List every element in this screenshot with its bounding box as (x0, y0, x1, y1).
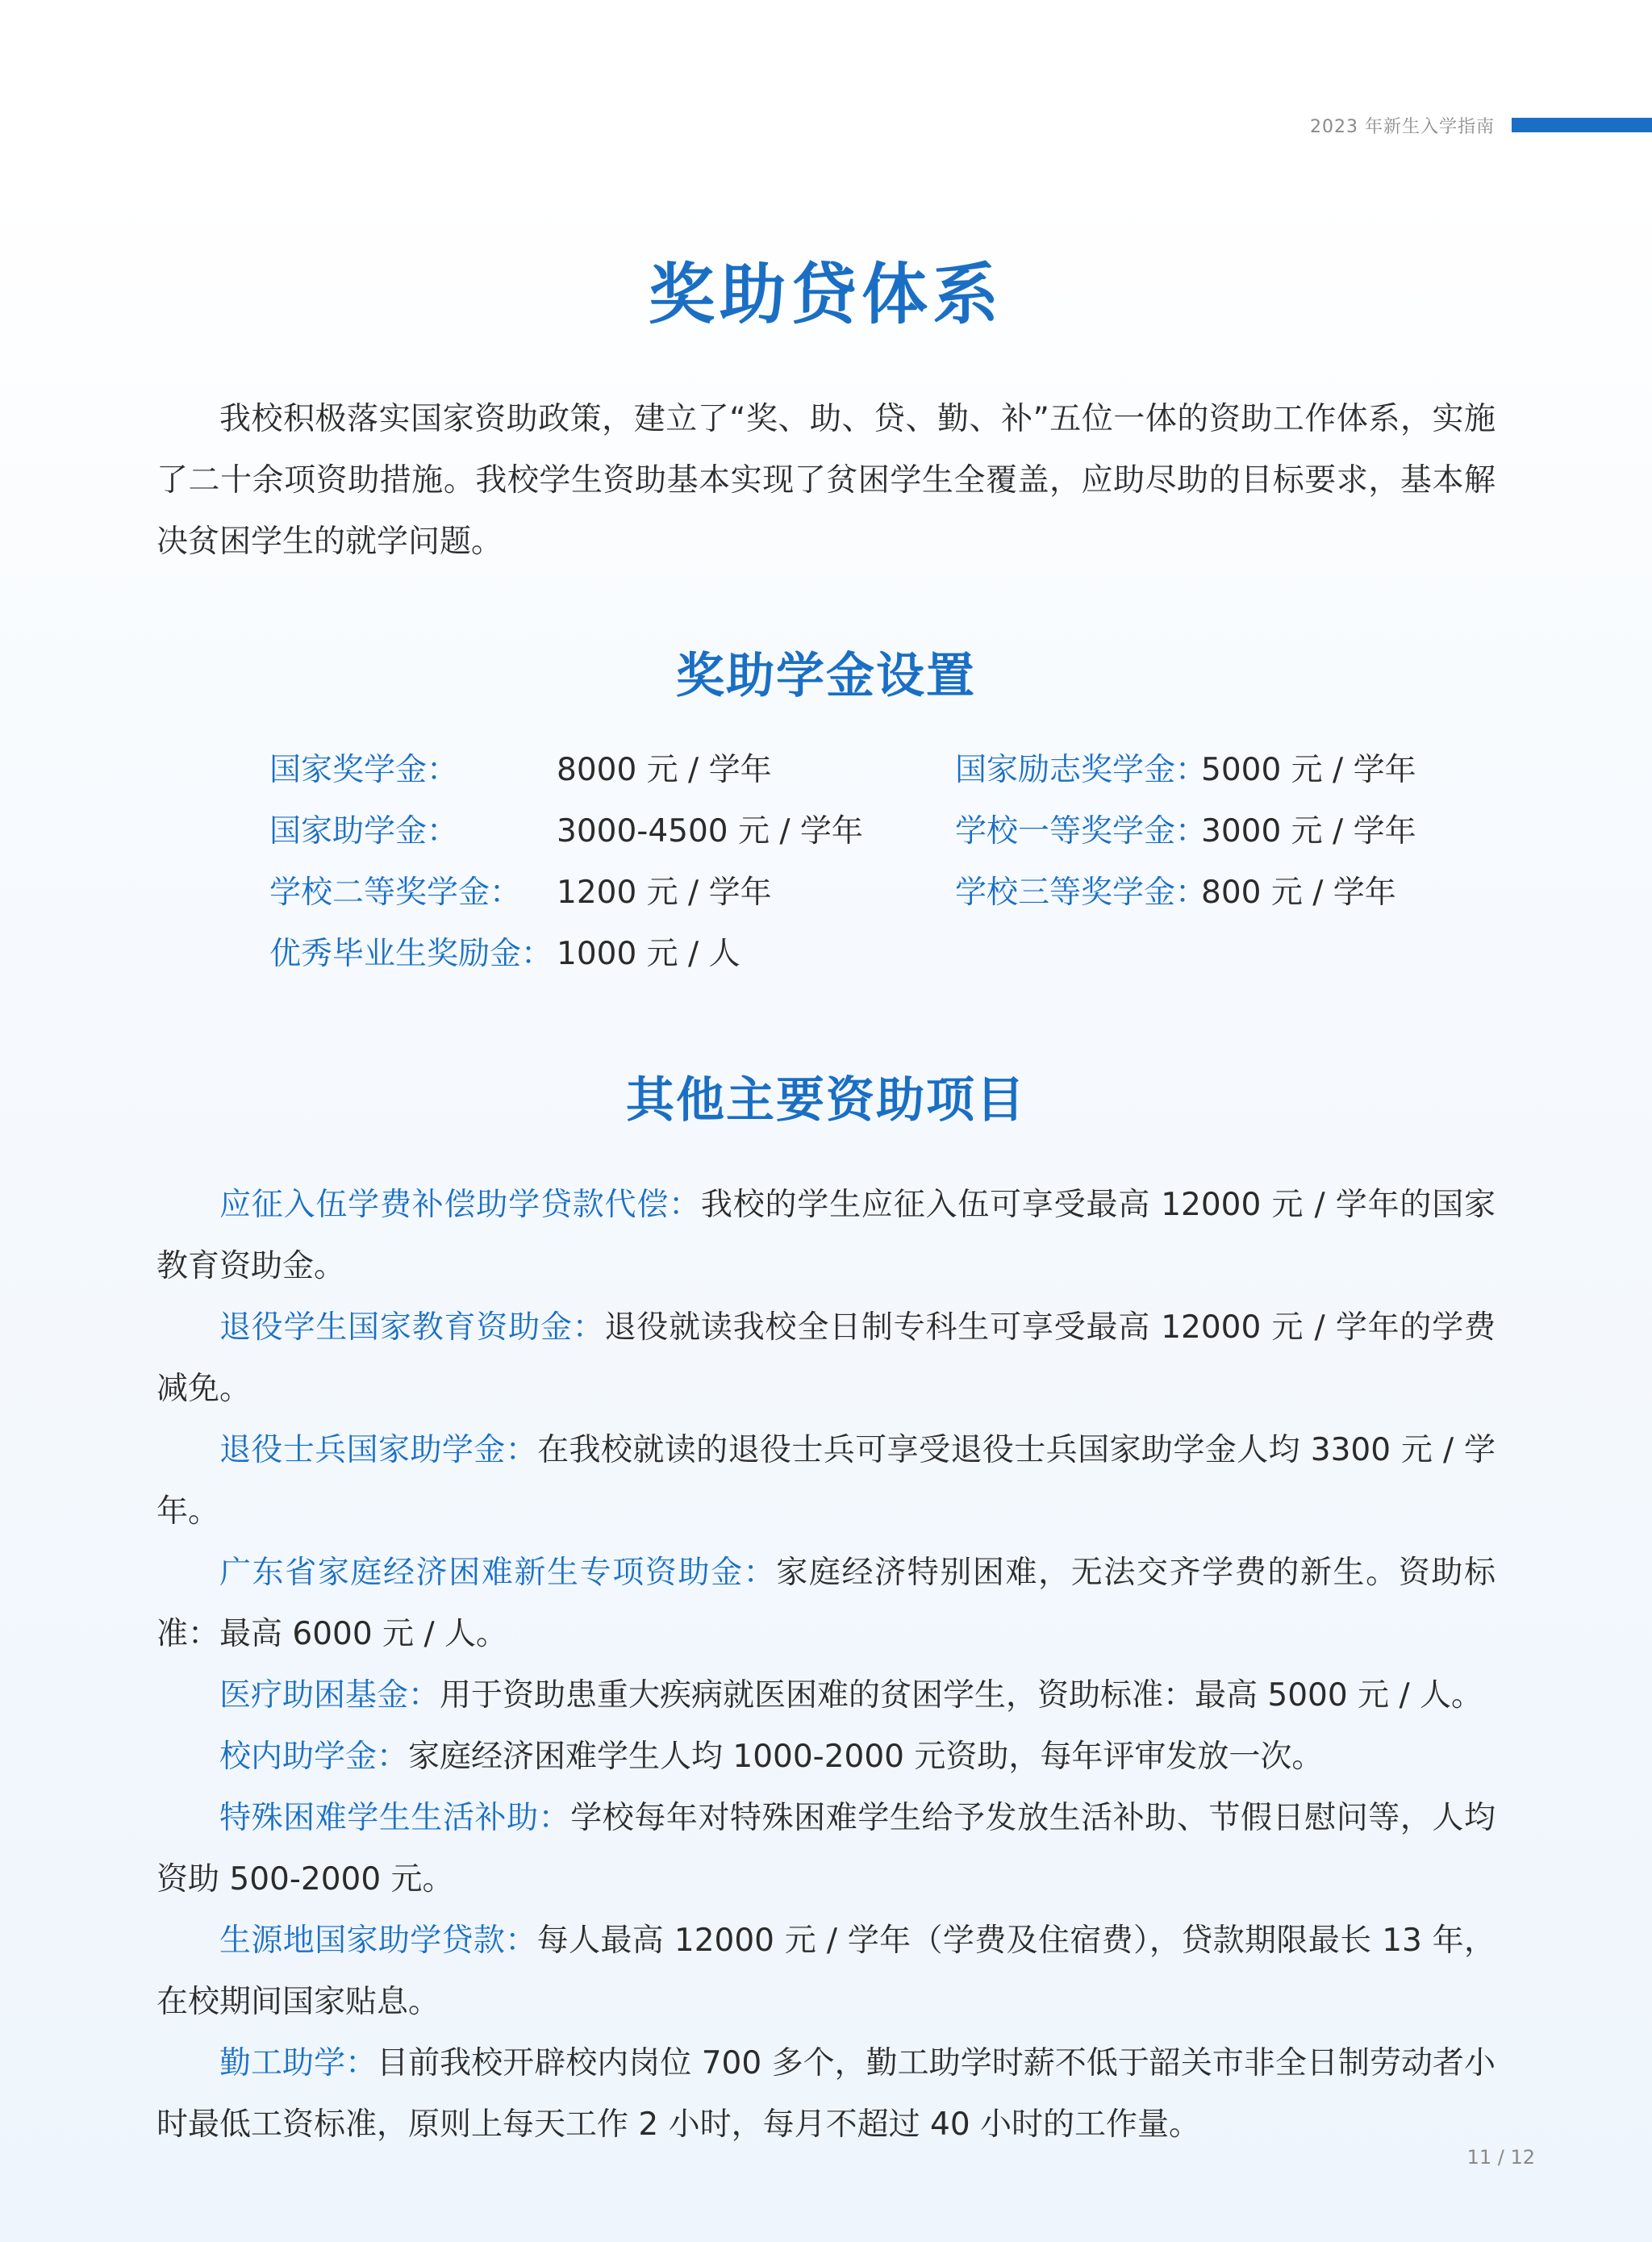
aid-item-text: 我校的学生应征入伍可享受最高 12000 元 / 学年的国家教育资助金。 (156, 1187, 1496, 1284)
scholarship-section-title: 奖助学金设置 (676, 648, 976, 704)
other-aid-list (156, 1175, 1496, 2156)
aid-item (156, 1297, 1496, 1420)
scholarship-label: 学校三等奖学金： (955, 875, 1208, 911)
scholarship-value: 3000 元 / 学年 (1201, 813, 1416, 850)
page-title: 奖助贷体系 (648, 257, 1003, 333)
aid-item (156, 1175, 1496, 1297)
aid-item (156, 1420, 1496, 1543)
aid-item (156, 1543, 1496, 1665)
scholarship-label: 国家助学金： (269, 813, 459, 850)
aid-item-text: 退役就读我校全日制专科生可享受最高 12000 元 / 学年的学费减免。 (156, 1309, 1496, 1407)
aid-item (156, 1910, 1496, 2033)
scholarship-value: 8000 元 / 学年 (557, 752, 772, 788)
scholarship-label: 国家励志奖学金： (955, 752, 1208, 788)
aid-item-label: 特殊困难学生生活补助： (219, 1800, 571, 1836)
header-accent-bar (1512, 118, 1652, 132)
scholarship-value: 1200 元 / 学年 (557, 875, 772, 911)
scholarship-value: 3000-4500 元 / 学年 (557, 813, 863, 850)
aid-item-label: 勤工助学： (219, 2045, 378, 2081)
aid-item-label: 校内助学金： (219, 1739, 409, 1775)
aid-item-text: 用于资助患重大疾病就医困难的贫困学生，资助标准：最高 5000 元 / 人。 (440, 1677, 1483, 1714)
intro-paragraph: 我校积极落实国家资助政策，建立了“奖、助、贷、勤、补”五位一体的资助工作体系，实施了二十余项资助措施。我校学生资助基本实现了贫困学生全覆盖，应助尽助的目标要求，基本解决贫困学生的就学问题。 (156, 401, 1496, 560)
aid-item-label: 广东省家庭经济困难新生专项资助金： (219, 1555, 777, 1591)
other-aid-section-title: 其他主要资助项目 (626, 1072, 1026, 1129)
scholarship-label: 优秀毕业生奖励金： (269, 936, 553, 972)
aid-item-text: 目前我校开辟校内岗位 700 多个，勤工助学时薪不低于韶关市非全日制劳动者小时最低工资标准，原则上每天工作 2 小时，每月不超过 40 小时的工作量。 (156, 2045, 1496, 2143)
scholarship-value: 1000 元 / 人 (557, 936, 740, 972)
aid-item-label: 退役学生国家教育资助金： (219, 1309, 605, 1346)
aid-item-text: 家庭经济特别困难，无法交齐学费的新生。资助标准：最高 6000 元 / 人。 (156, 1555, 1496, 1652)
aid-item-text: 在我校就读的退役士兵可享受退役士兵国家助学金人均 3300 元 / 学年。 (156, 1432, 1496, 1530)
aid-item (156, 1726, 1496, 1788)
scholarship-list (269, 750, 1496, 1000)
page-number: 11 / 12 (1466, 2146, 1535, 2169)
aid-item-label: 应征入伍学费补偿助学贷款代偿： (219, 1187, 701, 1223)
scholarship-value: 5000 元 / 学年 (1201, 752, 1416, 788)
guide-title: 2023 年新生入学指南 (1310, 117, 1495, 137)
aid-item-text: 每人最高 12000 元 / 学年（学费及住宿费），贷款期限最长 13 年，在校期间国家贴息。 (156, 1923, 1496, 2020)
scholarship-label: 学校二等奖学金： (269, 875, 522, 911)
scholarship-label: 学校一等奖学金： (955, 813, 1208, 850)
aid-item-text: 家庭经济困难学生人均 1000-2000 元资助，每年评审发放一次。 (408, 1739, 1324, 1775)
aid-item (156, 2033, 1496, 2156)
scholarship-label: 国家奖学金： (269, 752, 459, 788)
aid-item (156, 1665, 1496, 1726)
aid-item-label: 生源地国家助学贷款： (219, 1923, 537, 1959)
aid-item-label: 退役士兵国家助学金： (219, 1432, 538, 1468)
aid-item (156, 1788, 1496, 1910)
aid-item-label: 医疗助困基金： (219, 1677, 440, 1714)
aid-item-text: 学校每年对特殊困难学生给予发放生活补助、节假日慰问等，人均资助 500-2000 元。 (156, 1800, 1496, 1898)
scholarship-value: 800 元 / 学年 (1201, 875, 1396, 911)
